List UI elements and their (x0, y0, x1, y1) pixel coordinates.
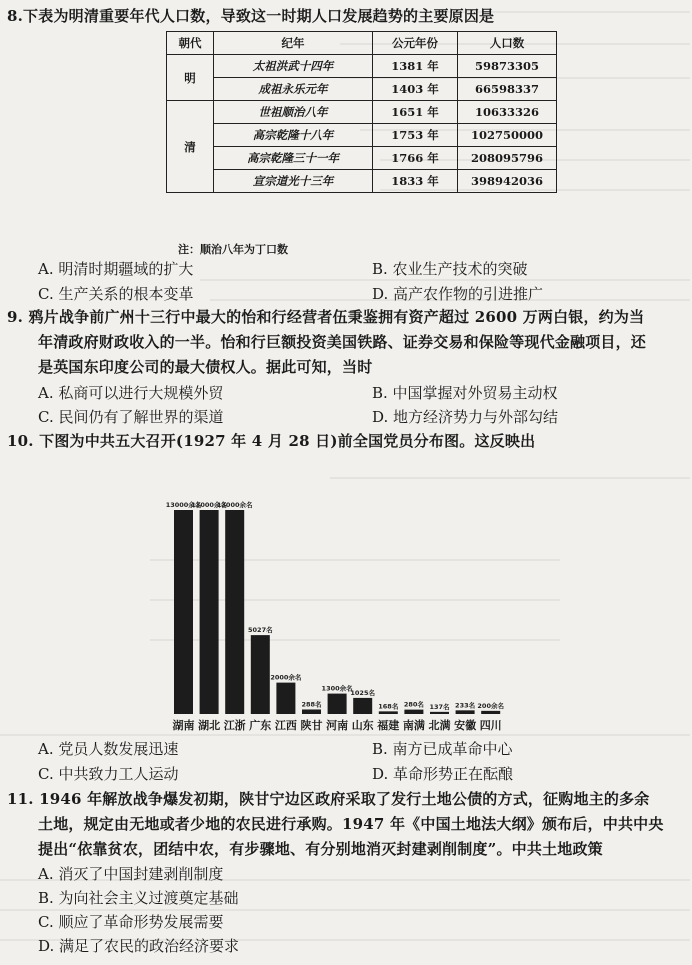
category-label: 江浙 (223, 719, 246, 732)
header-year: 公元年份 (373, 32, 458, 55)
dynasty-ming: 明 (167, 55, 214, 101)
bar-四川 (481, 711, 500, 714)
table-header-row (167, 32, 557, 55)
category-label: 河南 (326, 719, 349, 732)
q11-stem-line2: 土地，规定由无地或者少地的农民进行承购。1947 年《中国土地法大纲》颁布后，中共中央 (38, 815, 664, 833)
bar-山东 (353, 698, 372, 714)
era-cell: 高宗乾隆三十一年 (214, 147, 373, 170)
q10-option-c[interactable]: C. 中共致力工人运动 (38, 765, 179, 783)
q11-option-c[interactable]: C. 顺应了革命形势发展需要 (38, 913, 224, 931)
bar-安徽 (456, 710, 475, 714)
year-cell: 1753 年 (373, 124, 458, 147)
data-label: 200余名 (477, 701, 504, 710)
year-cell: 1403 年 (373, 78, 458, 101)
era-cell: 成祖永乐元年 (214, 78, 373, 101)
category-label: 四川 (479, 719, 502, 732)
category-label: 福建 (377, 719, 400, 732)
q11-stem-line3: 提出“依靠贫农，团结中农，有步骤地、有分别地消灭封建剥削制度”。中共土地政策 (38, 840, 603, 858)
q11-option-b[interactable]: B. 为向社会主义过渡奠定基础 (38, 889, 239, 907)
population-table (166, 31, 557, 193)
era-cell: 高宗乾隆十八年 (214, 124, 373, 147)
bar-河南 (328, 694, 347, 714)
q9-stem-line2: 年清政府财政收入的一半。怡和行巨额投资美国铁路、证券交易和保险等现代金融项目，还 (38, 333, 647, 351)
population-cell: 208095796 (458, 147, 557, 170)
q10-option-b[interactable]: B. 南方已成革命中心 (372, 740, 513, 758)
category-label: 湖北 (198, 719, 221, 732)
header-population: 人口数 (458, 32, 557, 55)
q11-stem-line1: 11. 1946 年解放战争爆发初期，陕甘宁边区政府采取了发行土地公债的方式，征购地主的多余 (7, 790, 650, 808)
table-row (167, 147, 557, 170)
population-cell: 66598337 (458, 78, 557, 101)
year-cell: 1381 年 (373, 55, 458, 78)
category-label: 安徽 (454, 719, 477, 732)
bar-江西 (276, 683, 295, 714)
table-row (167, 170, 557, 193)
q9-option-b[interactable]: B. 中国掌握对外贸易主动权 (372, 384, 558, 402)
category-label: 广东 (249, 719, 272, 732)
q8-stem: 8.下表为明清重要年代人口数，导致这一时期人口发展趋势的主要原因是 (7, 7, 495, 25)
table-row (167, 55, 557, 78)
q9-option-d[interactable]: D. 地方经济势力与外部勾结 (372, 408, 559, 426)
era-cell: 世祖顺治八年 (214, 101, 373, 124)
q10-option-a[interactable]: A. 党员人数发展迅速 (38, 740, 179, 758)
q8-option-d[interactable]: D. 高产农作物的引进推广 (372, 285, 544, 303)
q8-option-b[interactable]: B. 农业生产技术的突破 (372, 260, 528, 278)
q8-option-c[interactable]: C. 生产关系的根本变革 (38, 285, 194, 303)
population-cell: 59873305 (458, 55, 557, 78)
table-note: 注：顺治八年为丁口数 (178, 243, 288, 256)
party-member-bar-chart (140, 492, 520, 737)
data-label: 1025名 (350, 688, 375, 697)
q9-stem-line3: 是英国东印度公司的最大债权人。据此可知，当时 (38, 358, 373, 376)
q9-stem-line1: 9. 鸦片战争前广州十三行中最大的怡和行经营者伍秉鉴拥有资产超过 2600 万两白银，约为当 (7, 308, 645, 326)
data-label: 280名 (403, 700, 424, 709)
q10-option-d[interactable]: D. 革命形势正在酝酿 (372, 765, 514, 783)
data-label: 288名 (301, 700, 322, 709)
data-label: 1300余名 (321, 684, 353, 693)
header-dynasty: 朝代 (167, 32, 214, 55)
data-label: 13000余名 (191, 501, 227, 509)
bar-江浙 (225, 510, 244, 714)
data-label: 2000余名 (270, 673, 302, 682)
population-cell: 102750000 (458, 124, 557, 147)
q9-option-c[interactable]: C. 民间仍有了解世界的渠道 (38, 408, 224, 426)
category-label: 江西 (274, 719, 297, 732)
year-cell: 1833 年 (373, 170, 458, 193)
bar-南满 (404, 710, 423, 714)
bar-北满 (430, 712, 449, 714)
bar-湖北 (200, 510, 219, 714)
era-cell: 宣宗道光十三年 (214, 170, 373, 193)
q11-option-a[interactable]: A. 消灭了中国封建剥削制度 (38, 865, 224, 883)
q9-option-a[interactable]: A. 私商可以进行大规模外贸 (38, 384, 224, 402)
category-label: 山东 (351, 719, 374, 732)
header-era: 纪年 (214, 32, 373, 55)
q8-option-a[interactable]: A. 明清时期疆域的扩大 (38, 260, 194, 278)
population-cell: 398942036 (458, 170, 557, 193)
year-cell: 1651 年 (373, 101, 458, 124)
bar-广东 (251, 635, 270, 714)
data-label: 168名 (378, 702, 399, 711)
data-label: 5027名 (248, 626, 273, 635)
q11-option-d[interactable]: D. 满足了农民的政治经济要求 (38, 937, 240, 955)
population-cell: 10633326 (458, 101, 557, 124)
bar-福建 (379, 711, 398, 714)
bar-湖南 (174, 510, 193, 714)
category-label: 湖南 (172, 719, 195, 732)
bar-陕甘 (302, 709, 321, 714)
q10-stem: 10. 下图为中共五大召开(1927 年 4 月 28 日)前全国党员分布图。这反映出 (7, 432, 536, 450)
table-row (167, 124, 557, 147)
category-label: 陕甘 (300, 719, 323, 732)
data-label: 13000余名 (165, 501, 202, 509)
era-cell: 太祖洪武十四年 (214, 55, 373, 78)
table-row (167, 78, 557, 101)
data-label: 137名 (429, 702, 450, 711)
dynasty-qing: 清 (167, 101, 214, 193)
table-row (167, 101, 557, 124)
data-label: 13000余名 (216, 501, 253, 509)
data-label: 233名 (455, 701, 476, 710)
category-label: 北满 (428, 719, 451, 732)
category-label: 南满 (402, 719, 425, 732)
year-cell: 1766 年 (373, 147, 458, 170)
